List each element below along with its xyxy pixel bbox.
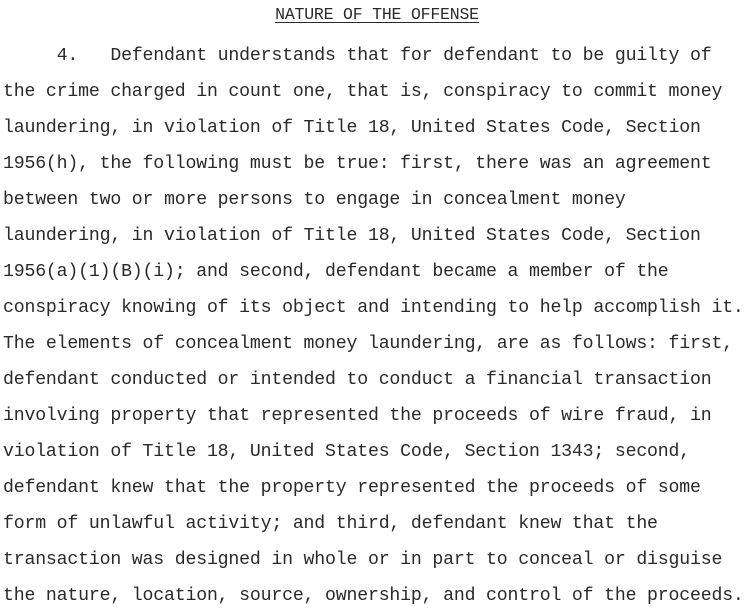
section-heading-text: NATURE OF THE OFFENSE (275, 5, 479, 24)
text-line: defendant knew that the property represented the proceeds of some (3, 478, 701, 498)
text-line: 1956(a)(1)(B)(i); and second, defendant became a member of the (3, 262, 669, 282)
text-line: violation of Title 18, United States Code, Section 1343; second, (3, 442, 690, 462)
text-line: the crime charged in count one, that is, conspiracy to commit money (3, 82, 723, 102)
text-line: 4. Defendant understands that for defendant to be guilty of (3, 46, 712, 66)
text-line: between two or more persons to engage in concealment money (3, 190, 626, 210)
section-heading (0, 4, 750, 26)
text-line: conspiracy knowing of its object and intending to help accomplish it. (3, 298, 744, 318)
text-line: transaction was designed in whole or in part to conceal or disguise (3, 550, 723, 570)
text-line: defendant conducted or intended to conduct a financial transaction (3, 370, 712, 390)
paragraph-4 (3, 38, 750, 614)
text-line: 1956(h), the following must be true: first, there was an agreement (3, 154, 712, 174)
text-line: form of unlawful activity; and third, defendant knew that the (3, 514, 658, 534)
text-line: laundering, in violation of Title 18, United States Code, Section (3, 226, 701, 246)
text-line: laundering, in violation of Title 18, United States Code, Section (3, 118, 701, 138)
text-line: involving property that represented the proceeds of wire fraud, in (3, 406, 712, 426)
text-line: the nature, location, source, ownership, and control of the proceeds. (3, 586, 744, 606)
text-line: The elements of concealment money laundering, are as follows: first, (3, 334, 733, 354)
